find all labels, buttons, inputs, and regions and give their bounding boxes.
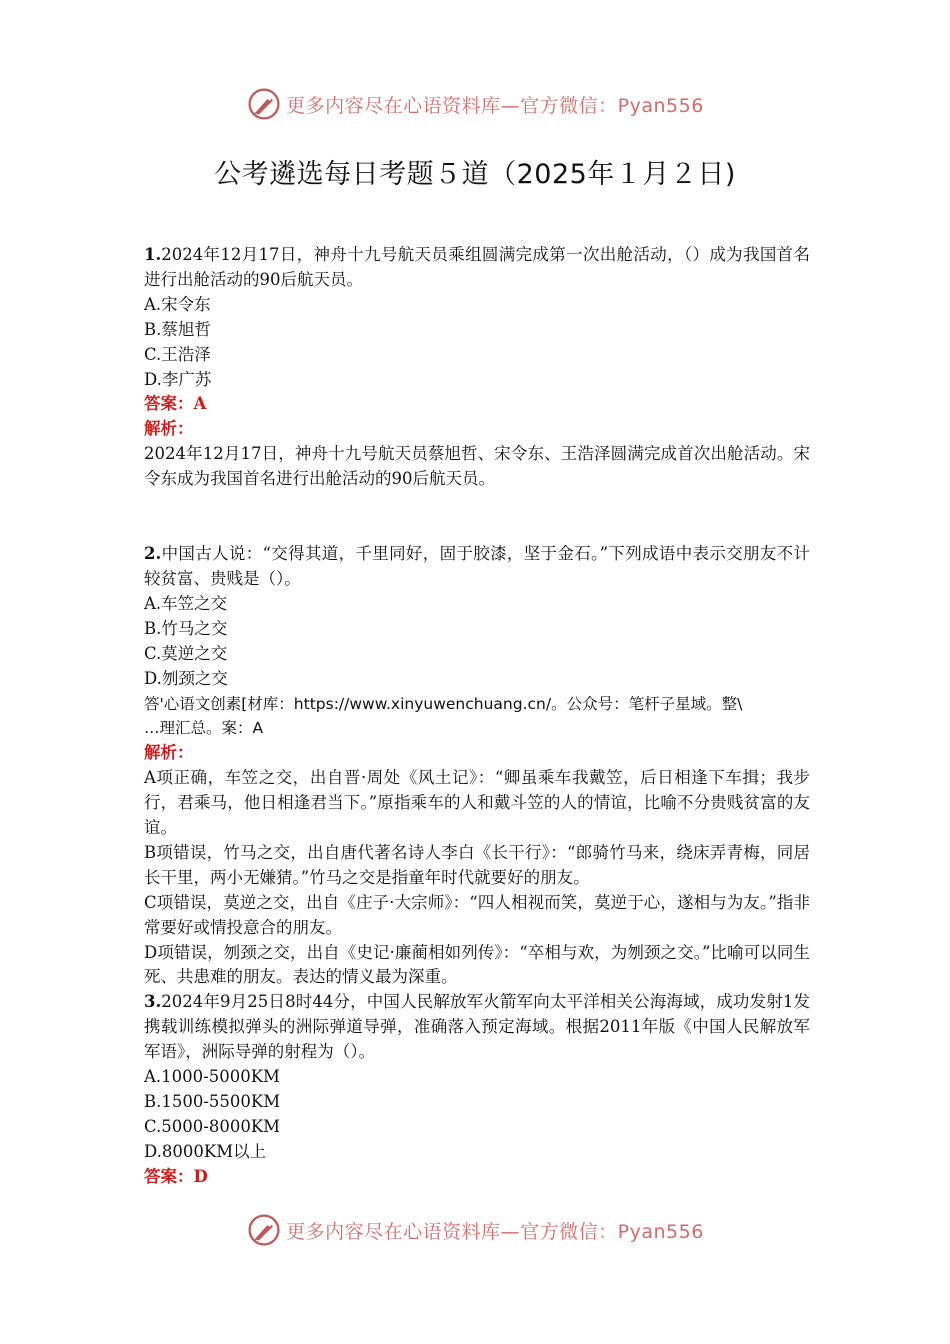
question-2-analysis-a: A项正确，车笠之交，出自晋·周处《风土记》：“卿虽乘车我戴笠，后日相逢下车揖；我步行，君乘马，他日相逢君当下。”原指乘车的人和戴斗笠的人的情谊，比喻不分贵贱贫富的友谊。 (144, 768, 810, 838)
question-3-number: 3. (144, 992, 162, 1012)
question-1-stem (144, 243, 810, 293)
question-1-analysis: 2024年12月17日，神舟十九号航天员蔡旭哲、宋令东、王浩泽圆满完成首次出舱活动。宋令东成为我国首名进行出舱活动的90后航天员。 (144, 444, 810, 489)
pen-nib-logo-icon (246, 1212, 282, 1248)
question-1-text: 2024年12月17日，神舟十九号航天员乘组圆满完成第一次出舱活动，（）成为我国首名进行出舱活动的90后航天员。 (144, 245, 810, 289)
banner-text: 更多内容尽在心语资料库—官方微信：Pyan556 (286, 94, 704, 117)
question-3-text: 2024年9月25日8时44分，中国人民解放军火箭军向太平洋相关公海海域，成功发射1发携载训练模拟弹头的洲际弹道导弹，准确落入预定海域。根据2011年版《中国人民解放军军语》，洲际导弹的射程为（）。 (144, 992, 810, 1062)
question-3-option-a: A.1000-5000KM (144, 1067, 280, 1087)
question-1-option-c: C.王浩泽 (144, 344, 211, 364)
watermark-line-2: …理汇总。案：A (144, 719, 264, 738)
question-2-analysis-label: 解析： (144, 743, 194, 763)
question-2-number: 2. (144, 544, 162, 564)
question-2-option-b: B.竹马之交 (144, 618, 228, 638)
question-2-analysis-d: D项错误，刎颈之交，出自《史记·廉蔺相如列传》：“卒相与欢，为刎颈之交。”比喻可以同生死、共患难的朋友。表达的情义最为深重。 (144, 942, 810, 987)
question-content (144, 243, 810, 1190)
question-2-text: 中国古人说：“交得其道，千里同好，固于胶漆，坚于金石。”下列成语中表示交朋友不计较贫富、贵贱是（）。 (144, 544, 810, 588)
question-3-option-c: C.5000-8000KM (144, 1116, 281, 1136)
question-2-analysis-c: C项错误，莫逆之交，出自《庄子·大宗师》：“四人相视而笑，莫逆于心，遂相与为友。”指非常要好或情投意合的朋友。 (144, 892, 810, 937)
question-1-option-a: A.宋令东 (144, 294, 211, 314)
question-3-option-d: D.8000KM以上 (144, 1141, 267, 1161)
pen-nib-logo-icon (246, 86, 282, 122)
question-2-option-c: C.莫逆之交 (144, 643, 228, 663)
question-3-answer: 答案：D (144, 1166, 208, 1186)
question-2-stem (144, 542, 810, 592)
question-2-option-a: A.车笠之交 (144, 593, 228, 613)
question-3-stem (144, 990, 810, 1065)
question-1-answer: 答案：A (144, 394, 207, 414)
section-spacer (144, 492, 810, 542)
question-3-option-b: B.1500-5500KM (144, 1092, 281, 1111)
watermark-line-1: 答'心语文创素[材库：https://www.xinyuwenchuang.cn/。公众号：笔杆子星域。整\ (144, 694, 743, 713)
banner-text: 更多内容尽在心语资料库—官方微信：Pyan556 (286, 1220, 704, 1243)
question-1-analysis-label: 解析： (144, 419, 194, 439)
footer-banner (0, 1208, 950, 1252)
question-2-option-d: D.刎颈之交 (144, 668, 228, 688)
header-banner (0, 82, 950, 126)
question-1-option-b: B.蔡旭哲 (144, 319, 211, 339)
question-1-option-d: D.李广苏 (144, 369, 212, 389)
page-title: 公考遴选每日考题５道（2025年１月２日) (214, 159, 736, 190)
question-2-analysis-b: B项错误，竹马之交，出自唐代著名诗人李白《长干行》：“郎骑竹马来，绕床弄青梅，同居长干里，两小无嫌猜。”竹马之交是指童年时代就要好的朋友。 (144, 842, 810, 887)
question-1-number: 1. (144, 245, 162, 264)
